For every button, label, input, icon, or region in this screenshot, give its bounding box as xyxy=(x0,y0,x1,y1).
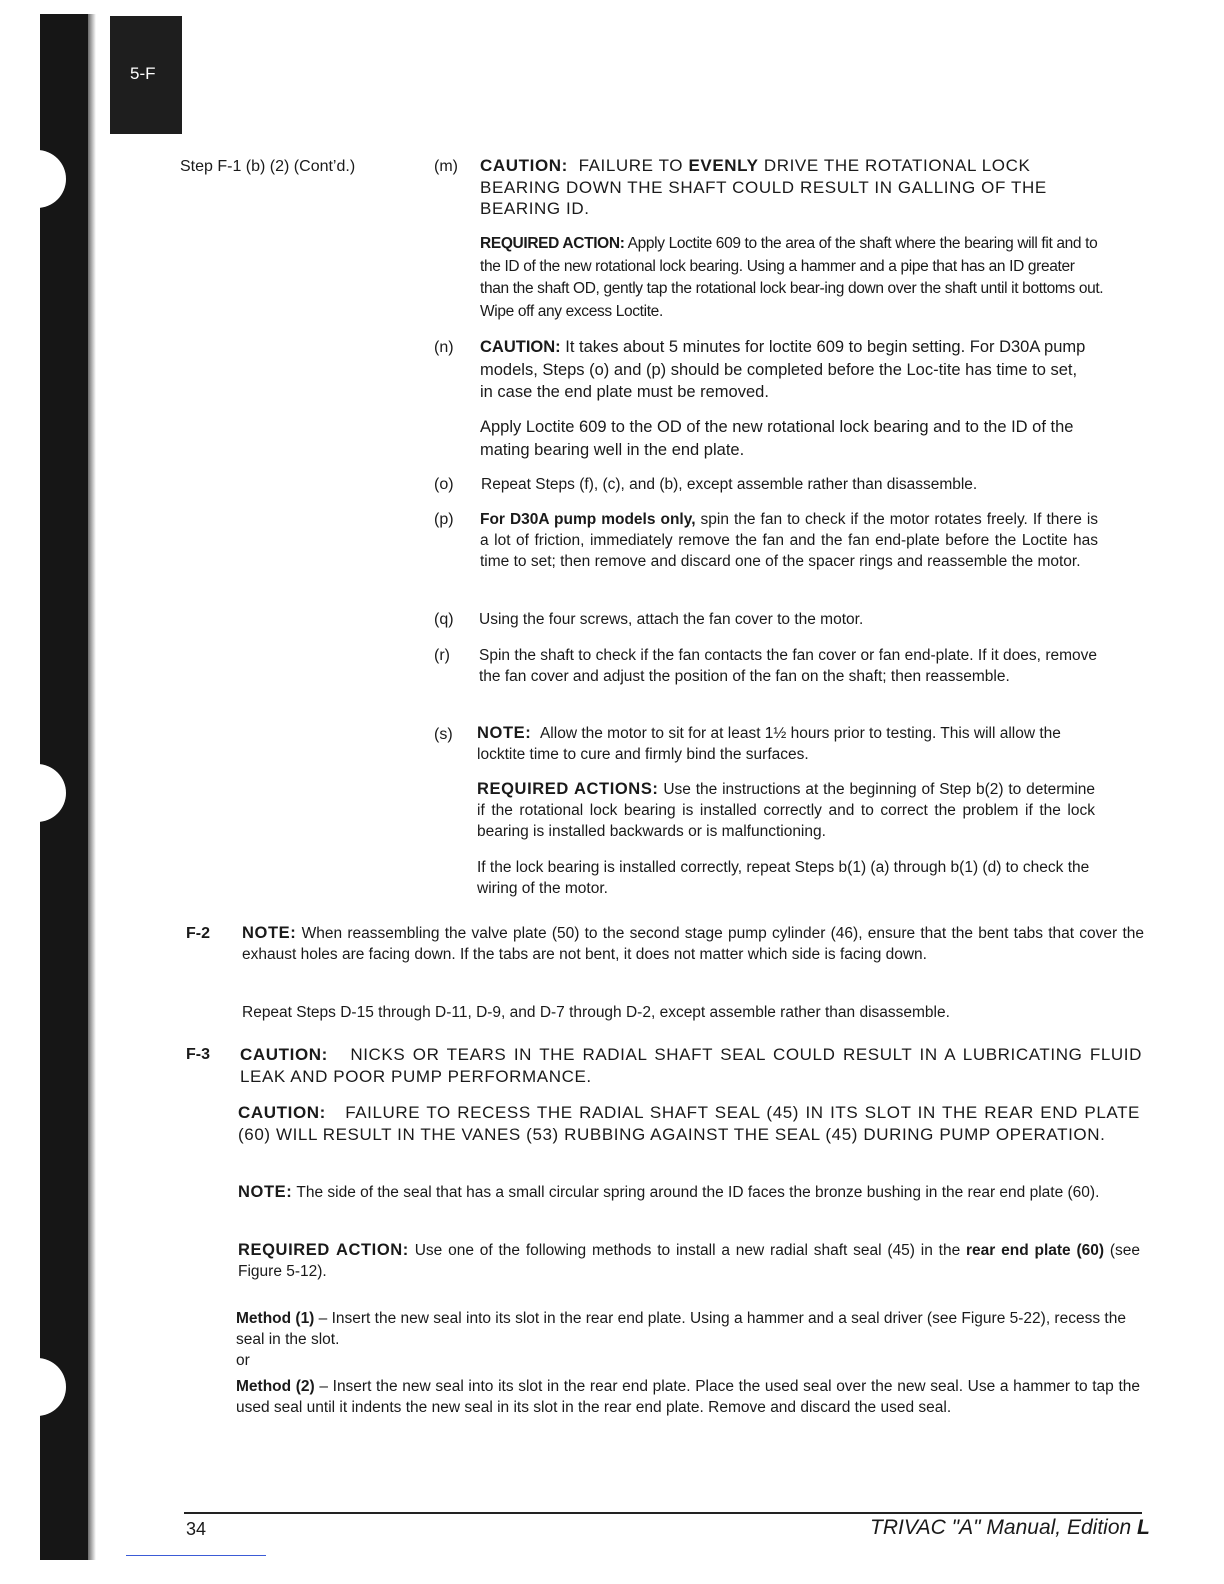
step-o-label: (o) xyxy=(434,476,454,493)
required-action-text: Apply Loctite 609 to the area of the shaft where the bearing will fit and to the ID of the new rotational lock bearing. Using a hammer and a pipe that has an ID greater than the shaft OD, gently tap the rotational lock bear-ing down over the shaft until it bottoms out. Wipe off any excess Loctite. xyxy=(480,235,1104,320)
step-f3-method-2 xyxy=(236,1376,1140,1418)
page-number: 34 xyxy=(186,1519,207,1539)
step-r-label: (r) xyxy=(434,647,450,664)
scan-artifact-line xyxy=(126,1555,266,1556)
step-m-caution xyxy=(480,155,1098,220)
step-header: Step F-1 (b) (2) (Cont’d.) xyxy=(180,158,356,175)
caution-text: It takes about 5 minutes for loctite 609 to begin setting. For D30A pump models, Steps (o) and (p) should be completed before the Loc-tite has time to set, in case the end plate must be removed. xyxy=(480,338,1086,401)
required-actions-label: REQUIRED ACTIONS: xyxy=(477,780,659,798)
step-p-label: (p) xyxy=(434,511,454,528)
note-text: Allow the motor to sit for at least 1½ hours prior to testing. This will allow the locktite time to cure and firmly bind the surfaces. xyxy=(477,725,1061,763)
required-action-label: REQUIRED ACTION: xyxy=(480,235,625,252)
step-f2-note xyxy=(242,923,1144,965)
step-m-label: (m) xyxy=(434,158,458,175)
caution-label: CAUTION: xyxy=(240,1045,328,1064)
required-action-text: Use one of the following methods to install a new radial shaft seal (45) in the xyxy=(414,1242,961,1259)
step-s-required-actions xyxy=(477,779,1095,842)
caution-text-bold: EVENLY xyxy=(688,156,759,175)
step-m-required-action xyxy=(480,233,1106,323)
note-label: NOTE: xyxy=(242,924,297,942)
step-f3-caution-2 xyxy=(238,1102,1140,1145)
step-f3-note xyxy=(238,1182,1140,1203)
step-f3-or: or xyxy=(236,1352,250,1369)
step-r-text: Spin the shaft to check if the fan contacts the fan cover or fan end-plate. If it does, remove the fan cover and adjust the position of the fan on the shaft; then reassemble. xyxy=(479,647,1097,685)
step-p-body: spin the fan to check if the motor rotates freely. If there is a lot of friction, immediately remove the fan and the fan end-plate before the Loctite has time to set; then remove and discard one of the spacer rings and reassemble the motor. xyxy=(480,511,1099,570)
step-s-label: (s) xyxy=(434,726,453,743)
binding-edge-shade xyxy=(88,14,96,1560)
section-tab xyxy=(110,16,182,134)
step-q-label: (q) xyxy=(434,611,454,628)
step-p-text xyxy=(480,509,1098,572)
note-label: NOTE: xyxy=(238,1183,293,1201)
note-label: NOTE: xyxy=(477,724,532,742)
manual-title xyxy=(870,1516,1150,1540)
caution-label: CAUTION: xyxy=(238,1103,326,1122)
section-tab-label: 5-F xyxy=(130,64,156,83)
step-n-text: Apply Loctite 609 to the OD of the new rotational lock bearing and to the ID of the mating bearing well in the end plate. xyxy=(480,418,1074,459)
step-f3-label: F-3 xyxy=(186,1046,210,1063)
manual-title-text: TRIVAC "A" Manual, Edition xyxy=(870,1516,1132,1539)
method-1-text: – Insert the new seal into its slot in the rear end plate. Using a hammer and a seal driver (see Figure 5-22), recess the seal in the slot. xyxy=(236,1310,1126,1348)
footer-rule xyxy=(184,1512,1142,1514)
step-p-bold: For D30A pump models only, xyxy=(480,511,696,528)
method-2-text: – Insert the new seal into its slot in the rear end plate. Place the used seal over the new seal. Use a hammer to tap the used seal until it indents the new seal in its slot in the rear end plate. Remove and discard the used seal. xyxy=(236,1378,1140,1416)
note-text: When reassembling the valve plate (50) to the second stage pump cylinder (46), ensure that the bent tabs that cover the exhaust holes are facing down. If the tabs are not bent, it does not matter which side is facing down. xyxy=(242,925,1144,963)
step-s-text: If the lock bearing is installed correctly, repeat Steps b(1) (a) through b(1) (d) to check the wiring of the motor. xyxy=(477,859,1090,897)
step-q-text: Using the four screws, attach the fan cover to the motor. xyxy=(479,611,864,628)
step-f3-method-1 xyxy=(236,1308,1140,1350)
caution-label: CAUTION: xyxy=(480,156,568,175)
method-1-label: Method (1) xyxy=(236,1310,315,1327)
step-o-text: Repeat Steps (f), (c), and (b), except assemble rather than disassemble. xyxy=(481,476,978,493)
step-f2-label: F-2 xyxy=(186,925,210,942)
required-action-label: REQUIRED ACTION: xyxy=(238,1241,409,1259)
note-text: The side of the seal that has a small circular spring around the ID faces the bronze bushing in the rear end plate (60). xyxy=(296,1184,1100,1201)
required-actions-text: Use the instructions at the beginning of Step b(2) to determine if the rotational lock bearing is installed correctly and to correct the problem if the lock bearing is installed backwards or is malfunctioning. xyxy=(477,781,1096,840)
caution-text-rest: DRIVE THE ROTATIONAL LOCK BEARING DOWN THE SHAFT COULD RESULT IN GALLING OF THE BEARING ID. xyxy=(480,156,1047,218)
manual-edition: L xyxy=(1137,1516,1150,1539)
method-2-label: Method (2) xyxy=(236,1378,315,1395)
step-f3-caution-1 xyxy=(240,1044,1142,1087)
caution-label: CAUTION: xyxy=(480,338,561,356)
step-f2-text: Repeat Steps D-15 through D-11, D-9, and D-7 through D-2, except assemble rather than disassemble. xyxy=(242,1004,950,1021)
caution-text: NICKS OR TEARS IN THE RADIAL SHAFT SEAL COULD RESULT IN A LUBRICATING FLUID LEAK AND POOR PUMP PERFORMANCE. xyxy=(240,1045,1142,1086)
required-action-bold: rear end plate (60) xyxy=(966,1242,1105,1259)
caution-text-pre: FAILURE TO xyxy=(578,156,684,175)
step-n-caution xyxy=(480,336,1090,404)
required-action-tail: (see Figure 5-12). xyxy=(238,1242,1140,1280)
step-n-label: (n) xyxy=(434,339,454,356)
caution-text: FAILURE TO RECESS THE RADIAL SHAFT SEAL (45) IN ITS SLOT IN THE REAR END PLATE (60) WILL RESULT IN THE VANES (53) RUBBING AGAINST THE SEAL (45) DURING PUMP OPERATION. xyxy=(238,1103,1140,1144)
step-f3-required-action xyxy=(238,1240,1140,1282)
step-s-note xyxy=(477,723,1097,765)
